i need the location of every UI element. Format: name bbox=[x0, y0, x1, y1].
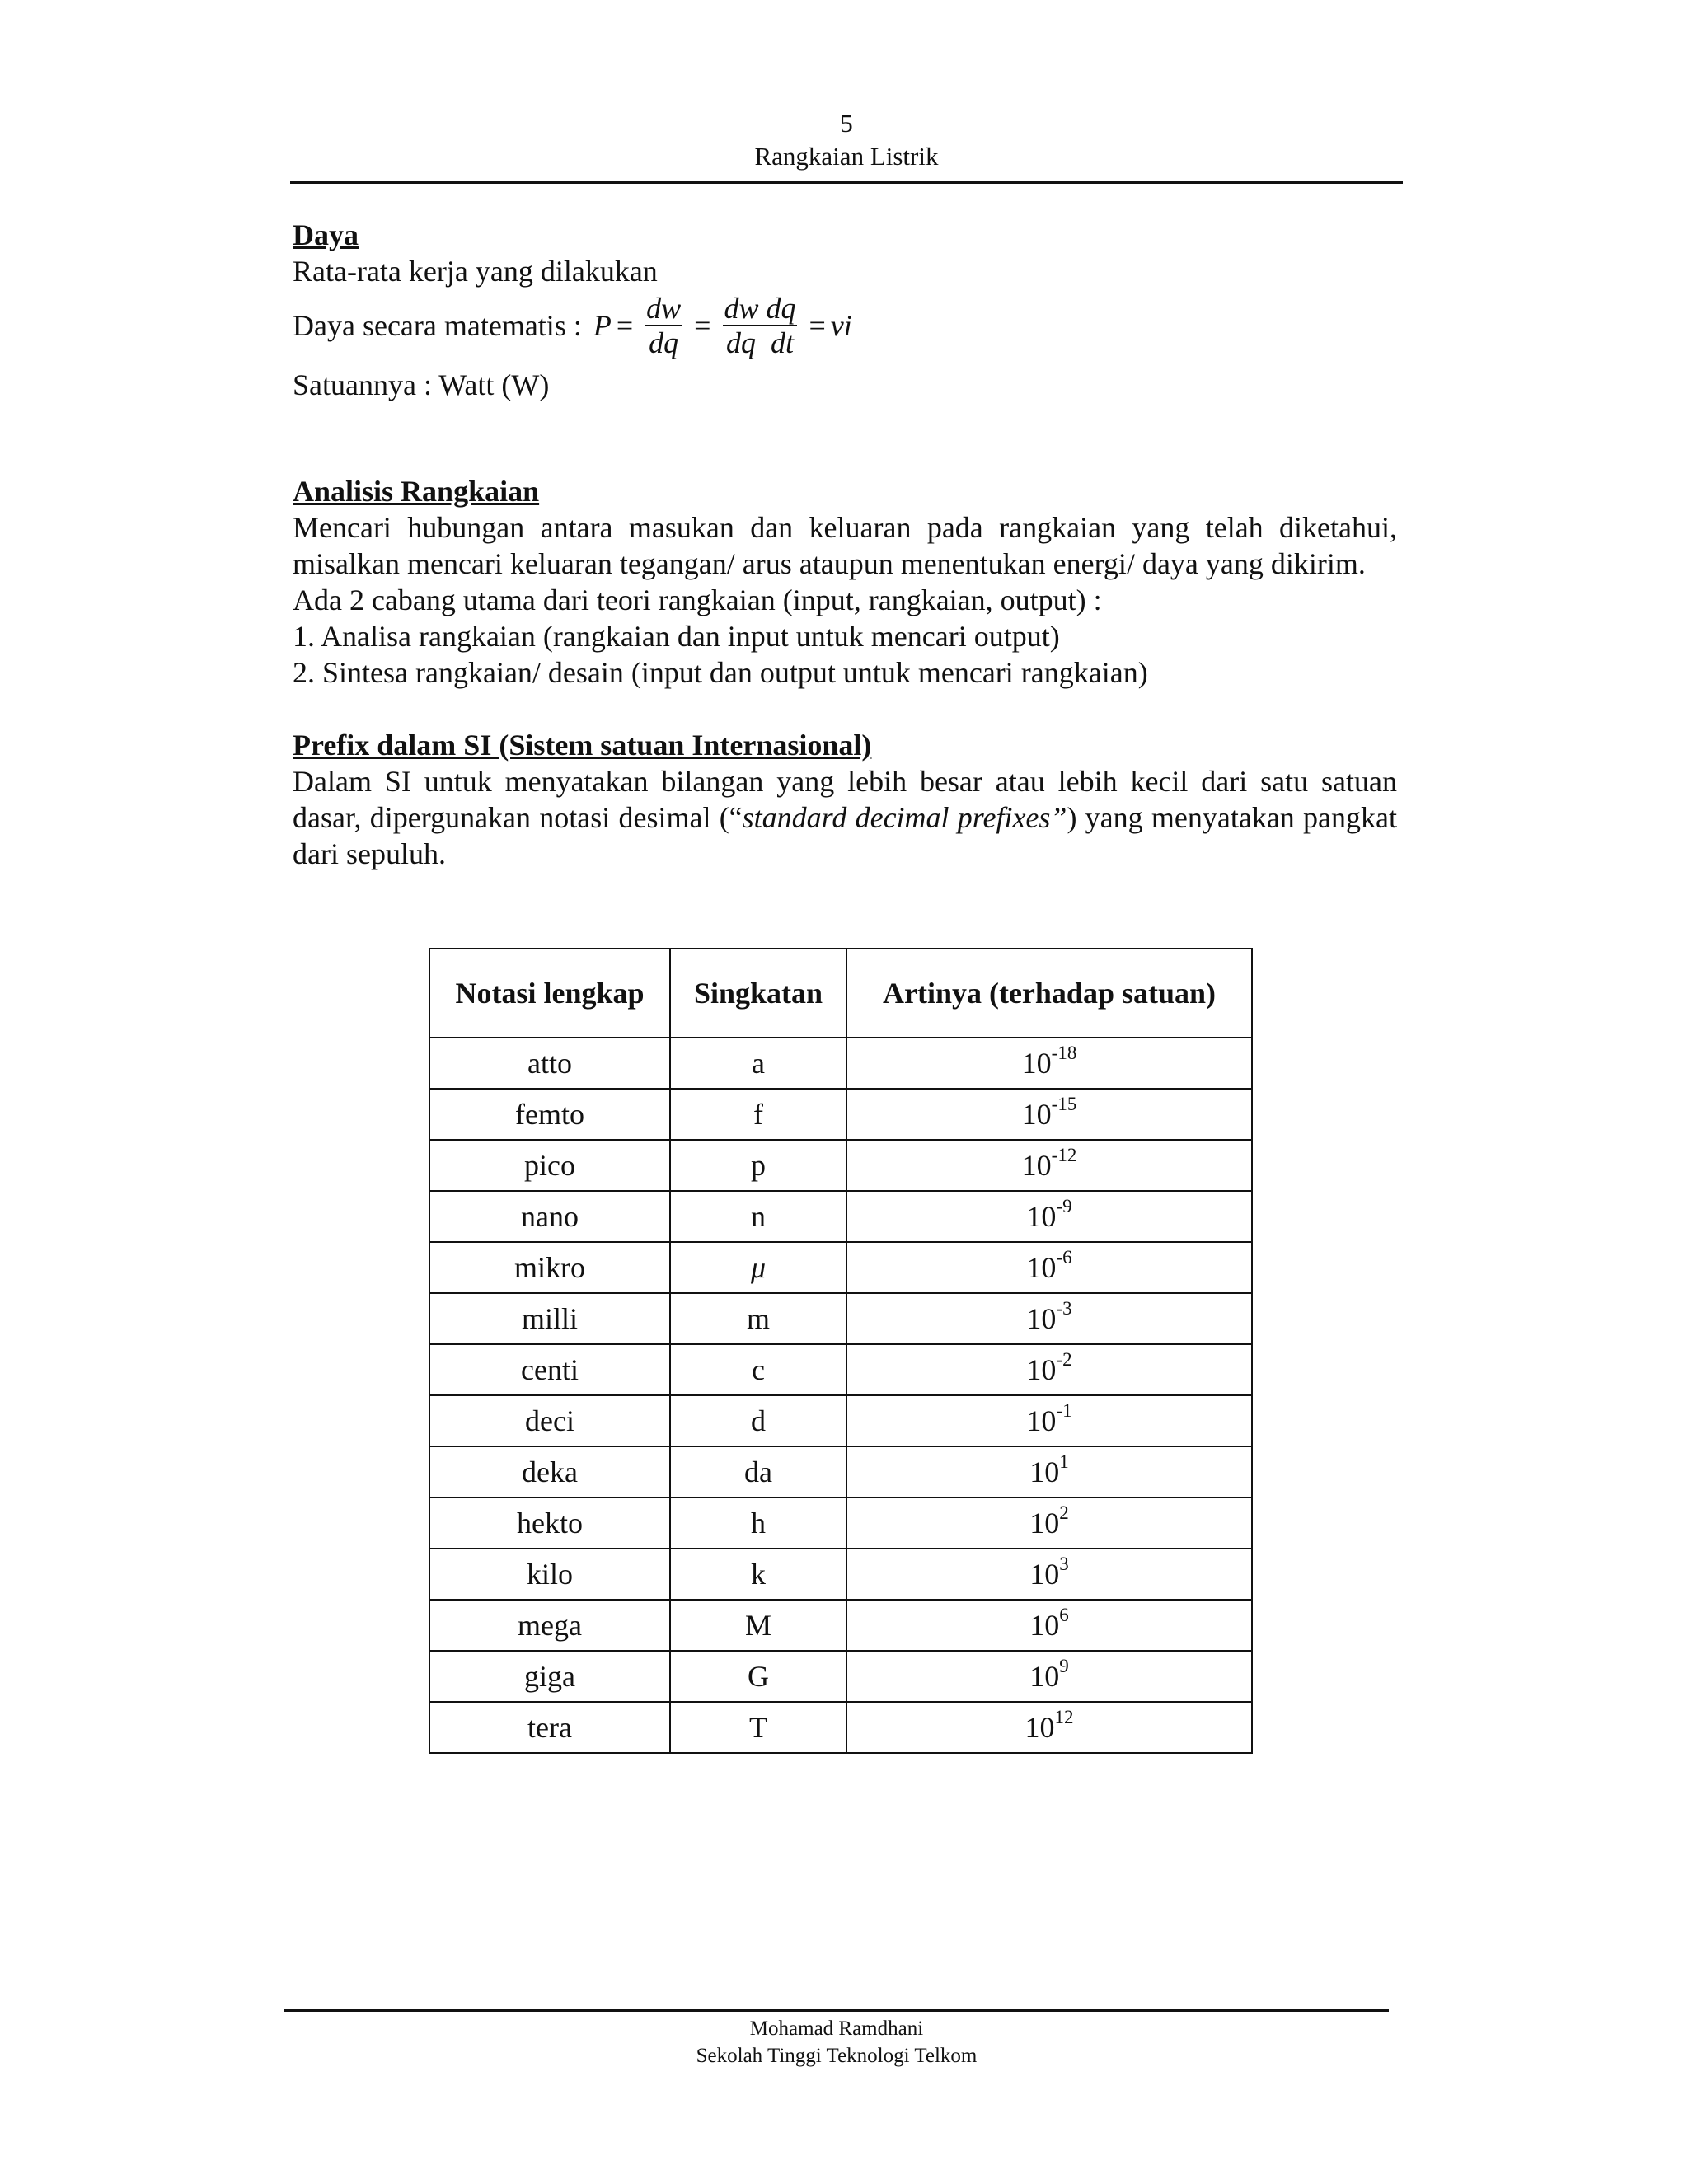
prefix-value-cell bbox=[846, 1651, 1252, 1702]
column-header: Artinya (terhadap satuan) bbox=[846, 949, 1252, 1038]
heading-prefix: Prefix dalam SI (Sistem satuan Internasional) bbox=[293, 729, 872, 762]
prefix-symbol-cell: T bbox=[670, 1702, 846, 1753]
prefix-value-cell bbox=[846, 1038, 1252, 1089]
column-header: Notasi lengkap bbox=[429, 949, 670, 1038]
fraction-numerator: dw dq bbox=[724, 292, 796, 325]
power-exponent: 2 bbox=[1059, 1502, 1069, 1523]
table-row bbox=[429, 1651, 1252, 1702]
prefix-name-cell: centi bbox=[429, 1344, 670, 1395]
prefix-symbol-cell: μ bbox=[670, 1242, 846, 1293]
running-title: Rangkaian Listrik bbox=[754, 142, 939, 171]
power-base: 10 bbox=[1029, 1609, 1060, 1642]
prefix-value-cell bbox=[846, 1191, 1252, 1242]
table-row bbox=[429, 1344, 1252, 1395]
list-item: 1. Analisa rangkaian (rangkaian dan input untuk mencari output) bbox=[293, 620, 1060, 653]
column-header: Singkatan bbox=[670, 949, 846, 1038]
power-exponent: -1 bbox=[1056, 1400, 1072, 1421]
power-exponent: -6 bbox=[1056, 1247, 1072, 1268]
prefix-value-cell bbox=[846, 1344, 1252, 1395]
equals-sign: = bbox=[616, 309, 634, 342]
prefix-text-b: ) yang menyatakan pangkat dari sepuluh. bbox=[293, 801, 1397, 870]
power-base: 10 bbox=[1029, 1558, 1060, 1591]
si-prefix-table bbox=[429, 948, 1253, 1754]
prefix-paragraph bbox=[293, 763, 1397, 872]
power-exponent: -12 bbox=[1051, 1145, 1077, 1165]
prefix-value-cell bbox=[846, 1600, 1252, 1651]
footer-rule bbox=[284, 2009, 1389, 2012]
table-body bbox=[429, 1038, 1252, 1753]
prefix-value-cell bbox=[846, 1140, 1252, 1191]
power-base: 10 bbox=[1029, 1455, 1060, 1488]
prefix-name-cell: mega bbox=[429, 1600, 670, 1651]
power-base: 10 bbox=[1026, 1200, 1057, 1233]
analisis-paragraph: Mencari hubungan antara masukan dan keluaran pada rangkaian yang telah diketahui, misalkan mencari keluaran tegangan/ arus ataupun menentukan energi/ daya yang dikirim. bbox=[293, 511, 1397, 580]
power-base: 10 bbox=[1021, 1098, 1052, 1131]
prefix-name-cell: atto bbox=[429, 1038, 670, 1089]
heading-daya: Daya bbox=[293, 218, 359, 251]
prefix-symbol-cell: G bbox=[670, 1651, 846, 1702]
prefix-value-cell bbox=[846, 1497, 1252, 1549]
power-exponent: 3 bbox=[1059, 1554, 1069, 1574]
prefix-name-cell: milli bbox=[429, 1293, 670, 1344]
prefix-value-cell bbox=[846, 1242, 1252, 1293]
table-row bbox=[429, 1242, 1252, 1293]
prefix-text-italic: standard decimal prefixes” bbox=[742, 801, 1067, 834]
prefix-symbol-cell: f bbox=[670, 1089, 846, 1140]
formula-lhs: P bbox=[593, 309, 612, 342]
table-row bbox=[429, 1395, 1252, 1446]
prefix-symbol-cell: h bbox=[670, 1497, 846, 1549]
table-row bbox=[429, 1038, 1252, 1089]
equals-sign: = bbox=[694, 309, 711, 342]
fraction-denominator: dq dt bbox=[723, 325, 797, 359]
prefix-value-cell bbox=[846, 1293, 1252, 1344]
power-base: 10 bbox=[1021, 1149, 1052, 1182]
table-header-row bbox=[429, 949, 1252, 1038]
power-base: 10 bbox=[1029, 1507, 1060, 1540]
power-base: 10 bbox=[1026, 1251, 1057, 1284]
power-exponent: -9 bbox=[1056, 1196, 1072, 1216]
header-rule bbox=[290, 181, 1403, 184]
fraction-numerator: dw bbox=[646, 292, 682, 325]
prefix-symbol-cell: da bbox=[670, 1446, 846, 1497]
daya-unit: Satuannya : Watt (W) bbox=[293, 368, 550, 401]
power-exponent: -18 bbox=[1051, 1043, 1077, 1063]
formula-label: Daya secara matematis : bbox=[293, 309, 582, 342]
prefix-value-cell bbox=[846, 1089, 1252, 1140]
prefix-symbol-cell: m bbox=[670, 1293, 846, 1344]
prefix-value-cell bbox=[846, 1549, 1252, 1600]
power-base: 10 bbox=[1026, 1302, 1057, 1335]
fraction-chain bbox=[720, 292, 799, 359]
daya-definition: Rata-rata kerja yang dilakukan bbox=[293, 255, 658, 288]
prefix-name-cell: mikro bbox=[429, 1242, 670, 1293]
section-prefix bbox=[293, 727, 1397, 872]
table-row bbox=[429, 1600, 1252, 1651]
prefix-name-cell: deci bbox=[429, 1395, 670, 1446]
power-base: 10 bbox=[1025, 1711, 1055, 1744]
power-base: 10 bbox=[1026, 1404, 1057, 1437]
power-exponent: 6 bbox=[1059, 1605, 1069, 1625]
prefix-name-cell: hekto bbox=[429, 1497, 670, 1549]
prefix-symbol-cell: d bbox=[670, 1395, 846, 1446]
equals-sign: = bbox=[809, 309, 826, 342]
formula-math bbox=[593, 292, 852, 359]
power-formula bbox=[293, 284, 1397, 367]
power-exponent: 9 bbox=[1059, 1656, 1069, 1676]
page-header bbox=[290, 107, 1403, 173]
power-base: 10 bbox=[1029, 1660, 1060, 1693]
section-analisis bbox=[293, 473, 1397, 691]
table-row bbox=[429, 1191, 1252, 1242]
prefix-name-cell: deka bbox=[429, 1446, 670, 1497]
list-item: 2. Sintesa rangkaian/ desain (input dan output untuk mencari rangkaian) bbox=[293, 656, 1148, 689]
table-row bbox=[429, 1446, 1252, 1497]
prefix-name-cell: nano bbox=[429, 1191, 670, 1242]
power-exponent: -15 bbox=[1051, 1094, 1077, 1114]
page-content bbox=[293, 217, 1397, 872]
power-base: 10 bbox=[1021, 1047, 1052, 1080]
prefix-symbol-cell: k bbox=[670, 1549, 846, 1600]
prefix-name-cell: giga bbox=[429, 1651, 670, 1702]
power-base: 10 bbox=[1026, 1353, 1057, 1386]
table-row bbox=[429, 1089, 1252, 1140]
power-exponent: 12 bbox=[1054, 1707, 1074, 1727]
formula-rhs: vi bbox=[830, 309, 852, 342]
page-number: 5 bbox=[840, 109, 853, 138]
power-exponent: 1 bbox=[1059, 1451, 1069, 1472]
prefix-symbol-cell: M bbox=[670, 1600, 846, 1651]
table-row bbox=[429, 1140, 1252, 1191]
footer-institution: Sekolah Tinggi Teknologi Telkom bbox=[696, 2045, 978, 2067]
page-footer bbox=[284, 2015, 1389, 2069]
prefix-value-cell bbox=[846, 1395, 1252, 1446]
prefix-name-cell: kilo bbox=[429, 1549, 670, 1600]
prefix-value-cell bbox=[846, 1702, 1252, 1753]
prefix-name-cell: femto bbox=[429, 1089, 670, 1140]
prefix-name-cell: tera bbox=[429, 1702, 670, 1753]
prefix-name-cell: pico bbox=[429, 1140, 670, 1191]
table-row bbox=[429, 1293, 1252, 1344]
fraction-denominator: dq bbox=[645, 325, 682, 359]
power-exponent: -3 bbox=[1056, 1298, 1072, 1319]
prefix-symbol-cell: p bbox=[670, 1140, 846, 1191]
table-row bbox=[429, 1549, 1252, 1600]
prefix-symbol-cell: a bbox=[670, 1038, 846, 1089]
fraction-dw-dq bbox=[643, 292, 684, 359]
prefix-symbol-cell: n bbox=[670, 1191, 846, 1242]
section-daya bbox=[293, 217, 1397, 403]
table-row bbox=[429, 1497, 1252, 1549]
prefix-value-cell bbox=[846, 1446, 1252, 1497]
table-row bbox=[429, 1702, 1252, 1753]
heading-analisis: Analisis Rangkaian bbox=[293, 475, 540, 508]
power-exponent: -2 bbox=[1056, 1349, 1072, 1370]
analisis-branches: Ada 2 cabang utama dari teori rangkaian (input, rangkaian, output) : bbox=[293, 583, 1102, 616]
prefix-text-a: Dalam SI untuk menyatakan bilangan yang lebih besar atau lebih kecil dari satu satuan dasar, dipergunakan notasi desimal (“ bbox=[293, 765, 1397, 834]
prefix-symbol-cell: c bbox=[670, 1344, 846, 1395]
footer-author: Mohamad Ramdhani bbox=[749, 2018, 924, 2040]
